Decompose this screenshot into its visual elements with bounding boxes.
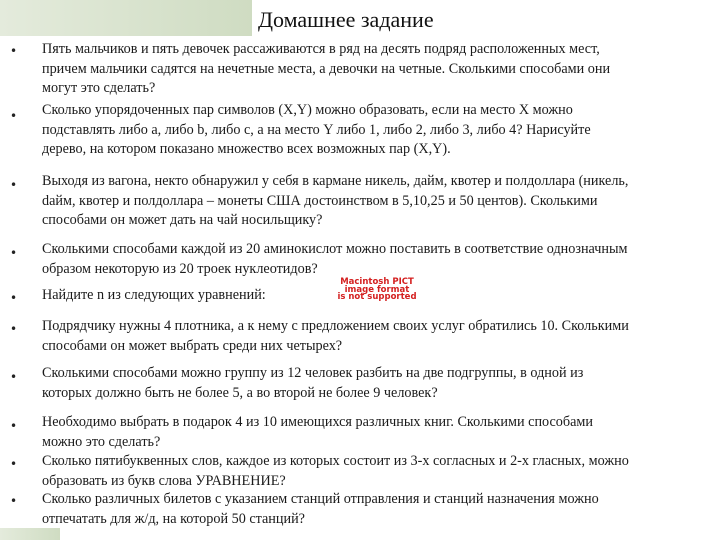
task-item-text: Сколькими способами каждой из 20 аминокислот можно поставить в соответствие однозначным образом некоторую из 20 троек нуклеотидов?: [42, 241, 628, 277]
task-item-text: Сколькими способами можно группу из 12 человек разбить на две подгруппы, в одной из которых должно быть не более 5, а во второй не более 9 человек?: [42, 365, 584, 401]
bullet-marker: •: [10, 419, 18, 433]
bullet-marker: •: [10, 291, 18, 305]
task-item-text: Необходимо выбрать в подарок 4 из 10 имеющихся различных книг. Сколькими способами можно это сделать?: [42, 414, 593, 450]
task-item-text: Сколько пятибуквенных слов, каждое из которых состоит из 3-х согласных и 2-х гласных, можно образовать из букв слова УРАВНЕНИЕ?: [42, 453, 629, 489]
bullet-marker: •: [10, 322, 18, 336]
task-item-text: Подрядчику нужны 4 плотника, а к нему с предложением своих услуг обратились 10. Сколькими способами он может выбрать среди них четырех?: [42, 318, 629, 354]
bullet-marker: •: [10, 370, 18, 384]
bullet-marker: •: [10, 494, 18, 508]
bullet-marker: •: [10, 44, 18, 58]
page-title: Домашнее задание: [258, 7, 434, 32]
task-item-text: Сколько различных билетов с указанием станций отправления и станций назначения можно отпечатать для ж/д, на которой 50 станций?: [42, 491, 599, 527]
bullet-marker: •: [10, 178, 18, 192]
pict-line-2: image format: [344, 284, 410, 295]
bullet-marker: •: [10, 109, 18, 123]
bullet-marker: •: [10, 457, 18, 471]
title-decoration-bar: [0, 0, 252, 36]
pict-line-1: Macintosh PICT: [340, 277, 414, 287]
task-item-text: Выходя из вагона, некто обнаружил у себя в кармане никель, дайм, квотер и полдоллара (никель, daйм, квотер и полдоллара – монеты США достоинством в 5,10,25 и 50 центов). Сколькими способами он может дать на чай носильщику?: [42, 173, 629, 228]
unsupported-image-placeholder: [328, 279, 426, 301]
task-item-text: Пять мальчиков и пять девочек рассаживаются в ряд на десять подряд расположенных мест, причем мальчики садятся на нечетные места, а девочки на четные. Сколькими способами они могут это сделать?: [42, 41, 611, 96]
bullet-marker: •: [10, 246, 18, 260]
task-item-text: Сколько упорядоченных пар символов (X,Y) можно образовать, если на место X можно подставлять либо a, либо b, либо c, а на место Y либо 1, либо 2, либо 3, либо 4? Нарисуйте дерево, на котором показано множество всех возможных пар (X,Y).: [42, 102, 591, 157]
footer-decoration-bar: [0, 528, 60, 540]
pict-line-3: is not supported: [337, 292, 417, 302]
task-item-text: Найдите n из следующих уравнений:: [42, 287, 266, 303]
